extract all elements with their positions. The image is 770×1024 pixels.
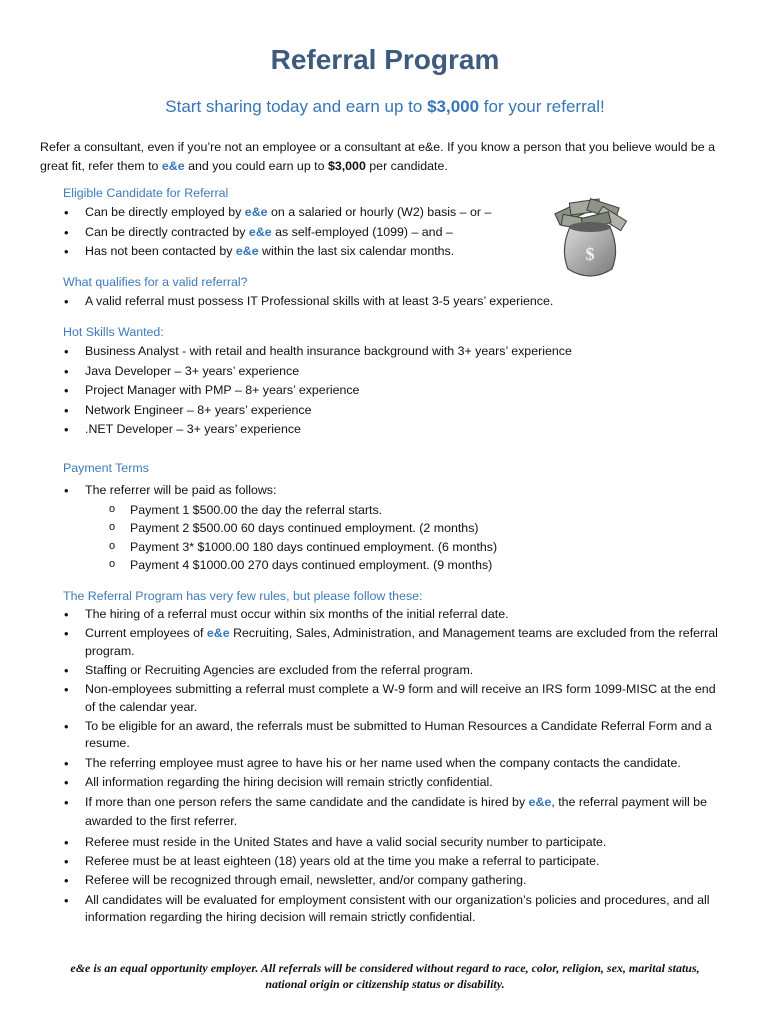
item-text: , the referral payment will be awarded to the first referrer. [85,795,707,829]
list-item: • Referee will be recognized through email, newsletter, and/or company gathering. [63,872,728,889]
item-text: Has not been contacted by [85,244,236,259]
list-item: • Java Developer – 3+ years’ experience [63,362,728,382]
eligible-heading: Eligible Candidate for Referral [63,186,229,200]
skills-list [63,342,728,440]
rules-heading: The Referral Program has very few rules, but please follow these: [63,589,423,603]
list-item [63,625,728,659]
intro-text-1: Refer a consultant, even if you’re not an employee or a consultant at e&e. If you know a person that you believe would be a great fit, refer them to [40,140,716,173]
payment-schedule [63,501,728,575]
eeo-footer [20,960,750,992]
list-item: • Network Engineer – 8+ years’ experience [63,401,728,421]
payment-lead: The referrer will be paid as follows: [85,483,277,497]
sub-list-item: o Payment 2 $500.00 60 days continued employment. (2 months) [63,519,728,538]
sub-list-item: o Payment 4 $1000.00 270 days continued employment. (9 months) [63,556,728,575]
subtitle-amount: $3,000 [427,97,480,116]
list-item [63,242,728,262]
intro-company: e&e [161,159,185,173]
company-name: e&e [248,224,272,239]
list-item: • .NET Developer – 3+ years’ experience [63,420,728,440]
skills-heading: Hot Skills Wanted: [63,325,164,339]
subtitle-suffix: for your referral! [479,97,605,116]
list-item: • Project Manager with PMP – 8+ years’ experience [63,381,728,401]
skills-section [63,323,728,440]
item-text: Can be directly employed by [85,205,245,219]
item-text: Recruiting, Sales, Administration, and Management teams are excluded from the referral program. [85,626,718,658]
list-item: • A valid referral must possess IT Professional skills with at least 3-5 years’ experience. [63,292,728,312]
item-text: on a salaried or hourly (W2) basis – or – [267,205,492,219]
rules-section [63,587,728,928]
company-name: e&e [206,626,230,641]
list-item [63,793,728,831]
list-item: • Referee must be at least eighteen (18) years old at the time you make a referral to participate. [63,853,728,870]
list-item: • All candidates will be evaluated for employment consistent with our organization’s policies and procedures, and all information regarding the hiring decision will remain strictly confidential. [63,892,728,926]
list-item: • Business Analyst - with retail and health insurance background with 3+ years’ experience [63,342,728,362]
payment-section [63,459,728,575]
list-item [63,481,728,501]
item-text: If more than one person refers the same candidate and the candidate is hired by [85,795,529,810]
list-item [63,203,728,223]
footer-line-1: e&e is an equal opportunity employer. All referrals will be considered without regard to race, color, religion, sex, marital status, [70,961,700,975]
intro-text-3: per candidate. [365,159,448,173]
eligible-list [63,203,728,262]
item-text: Can be directly contracted by [85,224,249,239]
page-subtitle [0,97,770,117]
payment-heading: Payment Terms [63,461,149,475]
qualifies-list [63,292,728,312]
list-item: • The hiring of a referral must occur within six months of the initial referral date. [63,606,728,623]
payment-list [63,481,728,501]
list-item: • To be eligible for an award, the referrals must be submitted to Human Resources a Candidate Referral Form and a resume. [63,718,728,752]
item-text: within the last six calendar months. [258,244,455,259]
page-title: Referral Program [270,44,500,75]
sub-list-item: o Payment 1 $500.00 the day the referral starts. [63,501,728,520]
item-text: Current employees of [85,626,207,641]
item-text: as self-employed (1099) – and – [271,224,453,239]
company-name: e&e [235,244,259,259]
rules-list [63,606,728,926]
qualifies-heading: What qualifies for a valid referral? [63,275,248,289]
company-name: e&e [528,795,552,810]
list-item: • Staffing or Recruiting Agencies are excluded from the referral program. [63,662,728,679]
subtitle-prefix: Start sharing today and earn up to [165,97,428,116]
sub-list-item: o Payment 3* $1000.00 180 days continued employment. (6 months) [63,538,728,557]
list-item: • The referring employee must agree to have his or her name used when the company contacts the candidate. [63,755,728,772]
list-item [63,223,728,243]
intro-text-2: and you could earn up to [184,159,328,173]
eligible-section [63,184,728,262]
list-item: • Non-employees submitting a referral must complete a W-9 form and will receive an IRS form 1099-MISC at the end of the calendar year. [63,681,728,715]
company-name: e&e [244,205,268,219]
intro-paragraph [40,138,725,176]
list-item: • Referee must reside in the United States and have a valid social security number to participate. [63,834,728,851]
bag-dollar-symbol: $ [585,244,595,264]
qualifies-section [63,273,728,312]
footer-line-2: national origin or citizenship status or disability. [265,977,505,991]
list-item: • All information regarding the hiring decision will remain strictly confidential. [63,774,728,791]
intro-amount: $3,000 [327,159,366,173]
